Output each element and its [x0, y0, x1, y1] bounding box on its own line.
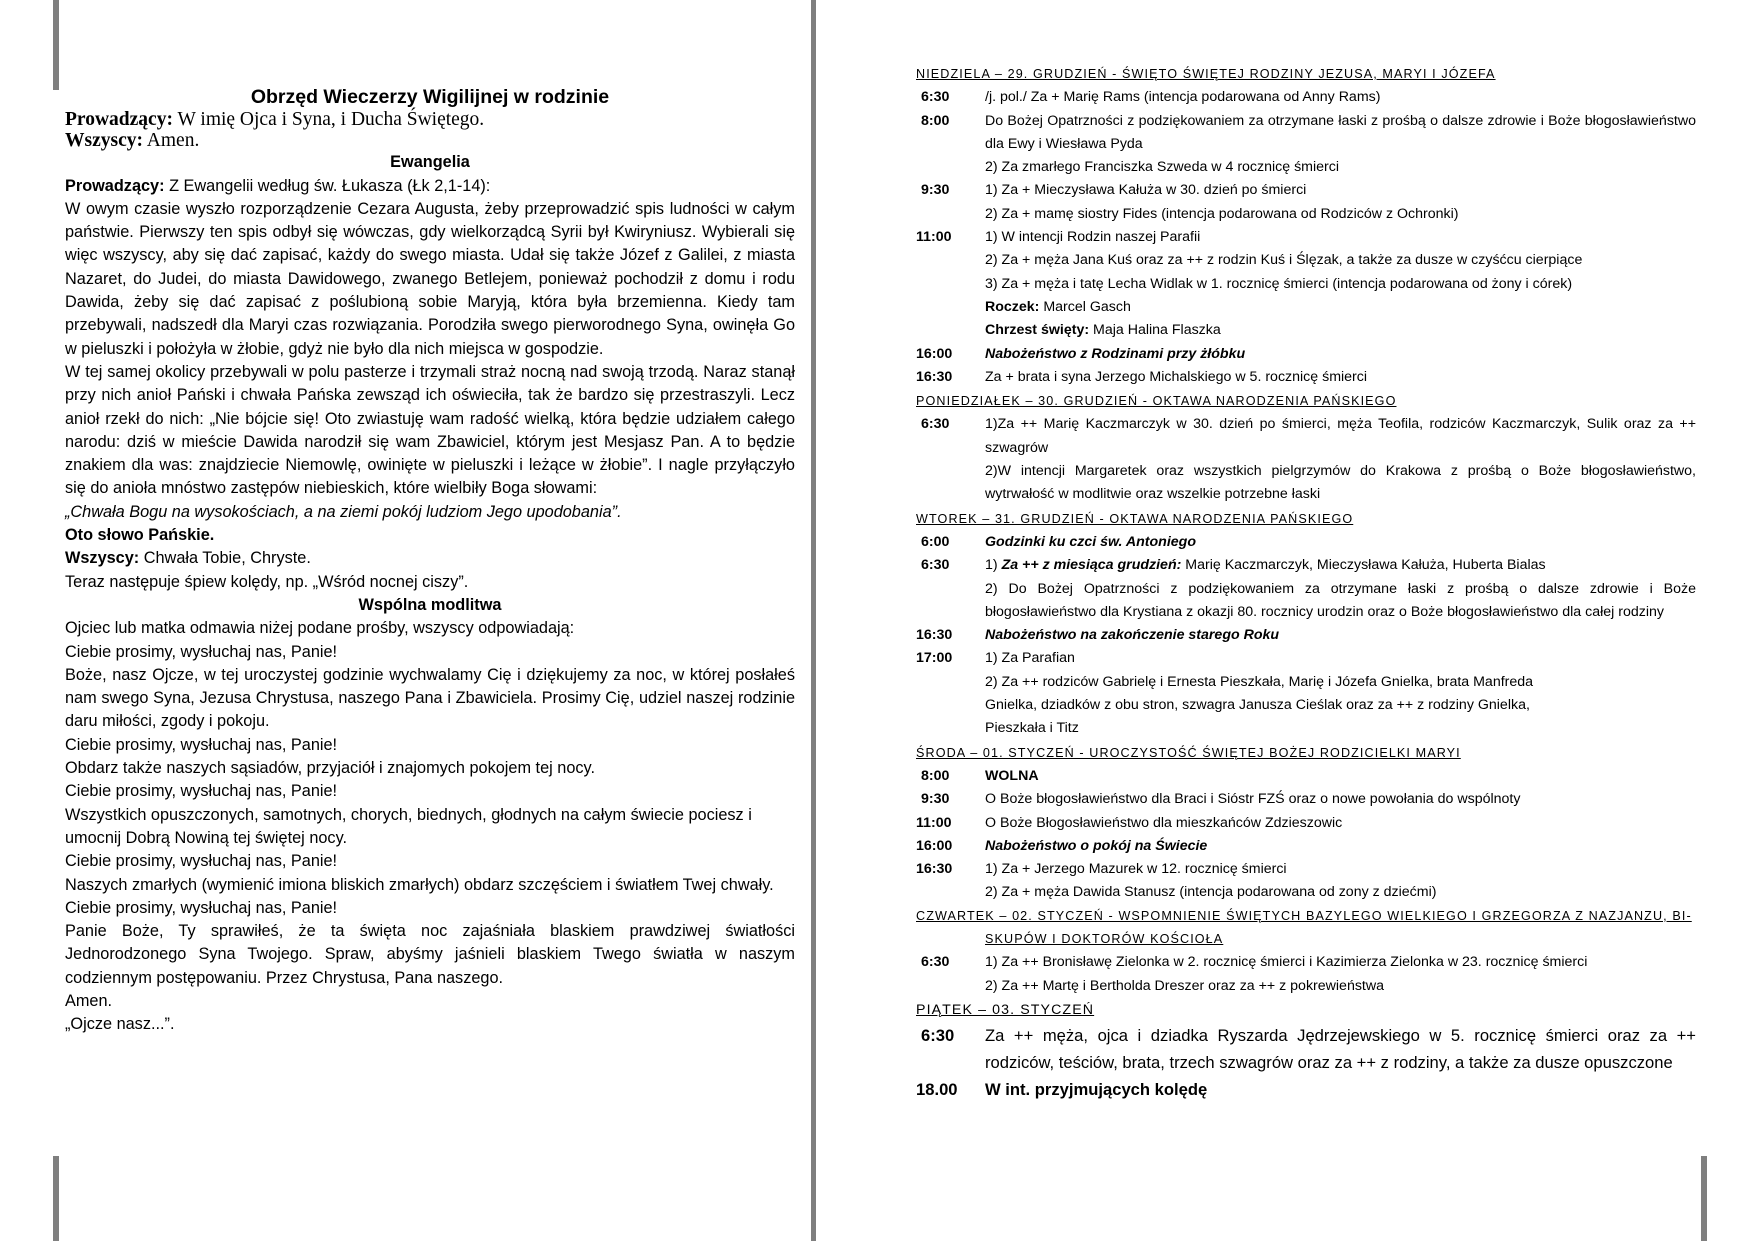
day-header-tuesday: WTOREK – 31. GRUDZIEŃ - OKTAWA NARODZENIA PAŃSKIEGO — [916, 511, 1354, 526]
mass-row — [916, 788, 1696, 811]
page-divider — [811, 0, 816, 1241]
mass-row — [916, 110, 1696, 180]
mass-time: 6:30 — [921, 954, 950, 971]
refrain: Ciebie prosimy, wysłuchaj nas, Panie! — [65, 782, 338, 801]
mass-row — [916, 179, 1696, 226]
event-row — [916, 319, 1696, 342]
petition: Wszystkich opuszczonych, samotnych, chorych, biednych, głodnych na całym świecie pociesz i umocnij Dobrą Nowiną tej świętej nocy. — [65, 805, 752, 847]
mass-row — [916, 86, 1696, 109]
mass-intention: 2) Za ++ rodziców Gabrielę i Ernesta Pieszkała, Marię i Józefa Gnielka, brata Manfreda — [985, 673, 1534, 690]
mass-time: 6:30 — [921, 89, 950, 106]
gospel-paragraph-1: W owym czasie wyszło rozporządzenie Cezara Augusta, żeby przeprowadzić spis ludności w całym państwie. Pierwszy ten spis odbył się wówczas, gdy wielkorządcą Syrii był Kwiryniusz. Wybierali się więc wszyscy, aby się dać zapisać, każdy do swego miasta. Udał się także Józef z Galilei, z miasta Nazaret, do Judei, do miasta Dawidowego, zwanego Betlejem, ponieważ pochodził z domu i rodu Dawida, żeby się dać zapisać z poślubioną sobie Maryją, która była brzemienna. Kiedy tam przebywali, nadszedł dla Maryi czas rozwiązania. Porodziła swego pierworodnego Syna, owinęła Go w pieluszki i położyła w żłobie, gdyż nie było dla nich miejsca w gospodzie. — [65, 199, 795, 358]
mass-row — [916, 858, 1696, 905]
petition: Naszych zmarłych (wymienić imiona bliskich zmarłych) obdarz szczęściem i światłem Twej chwały. — [65, 875, 774, 894]
word-of-lord: Oto słowo Pańskie. — [65, 526, 215, 545]
mass-intention: 1) Za ++ Bronisławę Zielonka w 2. rocznicę śmierci i Kazimierza Zielonka w 23. rocznicę śmierci — [985, 954, 1588, 971]
mass-intention: 1) W intencji Rodzin naszej Parafii — [985, 229, 1201, 246]
mass-time: 11:00 — [916, 814, 952, 831]
day-header-thursday: CZWARTEK – 02. STYCZEŃ - WSPOMNIENIE ŚWIĘTYCH BAZYLEGO WIELKIEGO I GRZEGORZA Z NAZJANZU, BI- — [916, 908, 1692, 923]
event-row — [916, 296, 1696, 319]
mass-time: 18.00 — [916, 1080, 958, 1100]
mass-time: 17:00 — [916, 650, 953, 667]
mass-intention: 1)Za ++ Marię Kaczmarczyk w 30. dzień po śmierci, męża Teofila, rodziców Kaczmarczyk, Sulik oraz za ++ szwagrów — [985, 416, 1696, 456]
refrain: Ciebie prosimy, wysłuchaj nas, Panie! — [65, 735, 338, 754]
mass-intention: 2) Za ++ Martę i Bertholda Dreszer oraz za ++ z pokrewieństwa — [985, 977, 1385, 994]
mass-time: 11:00 — [916, 229, 952, 246]
gospel-quote: „Chwała Bogu na wysokościach, a na ziemi pokój ludziom Jego upodobania”. — [65, 502, 622, 521]
mass-intention: 2) Za + męża Jana Kuś oraz za ++ z rodzin Kuś i Ślęzak, a także za dusze w czyśćcu cierpiące — [985, 252, 1583, 269]
mass-intention: 2) Za + mamę siostry Fides (intencja podarowana od Rodziców z Ochronki) — [985, 205, 1459, 222]
mass-time: 16:00 — [916, 345, 953, 362]
mass-row — [916, 366, 1696, 389]
mass-intention: 2) Za + męża Dawida Stanusz (intencja podarowana od zony z dziećmi) — [985, 884, 1437, 901]
closing-prayer: Panie Boże, Ty sprawiłeś, że ta święta noc zajaśniała blaskiem prawdziwej światłości Jednorodzonego Syna Twojego. Spraw, abyśmy jaśnieli blaskiem Twego światła w naszym codziennym postępowaniu. Przez Chrystusa, Pana naszego. — [65, 922, 795, 987]
our-father: „Ojcze nasz...”. — [65, 1015, 175, 1034]
mass-time: 16:30 — [916, 861, 953, 878]
mass-intention: 1) Za ++ z miesiąca grudzień: Marię Kaczmarczyk, Mieczysława Kałuża, Huberta Bialas — [985, 557, 1546, 574]
mass-time: 16:30 — [916, 368, 953, 385]
mass-row — [916, 1076, 1696, 1103]
mass-time: 6:30 — [921, 1026, 955, 1046]
mass-time: 9:30 — [921, 791, 950, 808]
mass-intention: 1) Za + Jerzego Mazurek w 12. rocznicę śmierci — [985, 861, 1287, 878]
margin-bar-top-left — [53, 0, 59, 90]
service-row — [916, 624, 1696, 647]
mass-intention: Za ++ męża, ojca i dziadka Ryszarda Jędrzejewskiego w 5. rocznicę śmierci oraz za ++ rodziców, teściów, brata, trzech szwagrów oraz za ++ z rodziny, a także za dusze opuszczone — [985, 1026, 1696, 1073]
mass-intention: Gnielka, dziadków z obu stron, szwagra Janusza Cieślak oraz za ++ z rodziny Gnielka, — [985, 697, 1530, 714]
day-header-thursday-cont: SKUPÓW I DOKTORÓW KOŚCIOŁA — [985, 931, 1224, 946]
refrain: Ciebie prosimy, wysłuchaj nas, Panie! — [65, 898, 338, 917]
mass-row — [916, 554, 1696, 624]
first-birthday: Roczek: Marcel Gasch — [985, 298, 1131, 315]
mass-time: 16:30 — [916, 627, 953, 644]
mass-intention: 2) Za zmarłego Franciszka Szweda w 4 rocznicę śmierci — [985, 159, 1340, 176]
gospel-paragraph-2: W tej samej okolicy przebywali w polu pasterze i trzymali straż nocną nad swoją trzodą. Naraz stanął przy nich anioł Pański i chwała Pańska zewsząd ich oświeciła, tak że bardzo się przestraszyli. Lecz anioł rzekł do nich: „Nie bójcie się! Oto zwiastuję wam radość wielką, która będzie udziałem całego narodu: dziś w mieście Dawida narodził się wam Zbawiciel, którym jest Mesjasz Pan. A to będzie znakiem dla was: znajdziecie Niemowlę, owinięte w pieluszki i leżące w żłobie”. I nagle przyłączyło się do anioła mnóstwo zastępów niebieskich, które wielbiły Boga słowami: — [65, 362, 795, 498]
mass-time: 9:30 — [921, 182, 950, 199]
mass-time: 8:00 — [921, 112, 950, 129]
mass-row — [916, 647, 1696, 740]
mass-row — [916, 765, 1696, 788]
mass-intention: /j. pol./ Za + Marię Rams (intencja podarowana od Anny Rams) — [985, 89, 1381, 106]
day-header-sunday: NIEDZIELA – 29. GRUDZIEŃ - ŚWIĘTO ŚWIĘTEJ RODZINY JEZUSA, MARYI I JÓZEFA — [916, 67, 1496, 81]
carol-instruction: Teraz następuje śpiew kolędy, np. „Wśród nocnej ciszy”. — [65, 572, 469, 591]
mass-intention: 2)W intencji Margaretek oraz wszystkich pielgrzymów do Krakowa z prośbą o Boże błogosławieństwo, wytrwałość w modlitwie oraz wszelkie potrzebne łaski — [985, 463, 1696, 503]
day-header-friday: PIĄTEK – 03. STYCZEŃ — [916, 1001, 1095, 1018]
opening-leader: Prowadzący: W imię Ojca i Syna, i Ducha Świętego. — [65, 109, 485, 131]
response: Wszyscy: Chwała Tobie, Chryste. — [65, 549, 311, 568]
prayer-intro: Ojciec lub matka odmawia niżej podane prośby, wszyscy odpowiadają: — [65, 619, 575, 638]
mass-intention: Do Bożej Opatrzności z podziękowaniem za otrzymane łaski z prośbą o dalsze zdrowie i Boże błogosławieństwo dla Ewy i Wiesława Pyda — [985, 112, 1696, 152]
mass-time: 6:00 — [921, 533, 950, 550]
gospel-heading: Ewangelia — [390, 153, 470, 172]
refrain: Ciebie prosimy, wysłuchaj nas, Panie! — [65, 642, 338, 661]
mass-time: 8:00 — [921, 767, 950, 784]
day-header-monday: PONIEDZIAŁEK – 30. GRUDZIEŃ - OKTAWA NARODZENIA PAŃSKIEGO — [916, 394, 1397, 409]
mass-row — [916, 951, 1696, 998]
service-name: Nabożeństwo na zakończenie starego Roku — [985, 627, 1280, 644]
mass-intention: Za + brata i syna Jerzego Michalskiego w 5. rocznicę śmierci — [985, 368, 1368, 385]
margin-bar-bottom-right — [1701, 1156, 1707, 1241]
mass-row — [916, 1022, 1696, 1076]
mass-time: 6:30 — [921, 557, 950, 574]
mass-intention: 1) Za + Mieczysława Kałuża w 30. dzień po śmierci — [985, 182, 1307, 199]
service-name: Godzinki ku czci św. Antoniego — [985, 533, 1196, 550]
mass-time: 16:00 — [916, 837, 953, 854]
page-title: Obrzęd Wieczerzy Wigilijnej w rodzinie — [250, 86, 610, 108]
mass-intention: 1) Za Parafian — [985, 650, 1075, 667]
service-row — [916, 531, 1696, 554]
mass-row — [916, 812, 1696, 835]
opening-all: Wszyscy: Amen. — [65, 130, 200, 152]
gospel-intro: Prowadzący: Z Ewangelii według św. Łukasza (Łk 2,1-14): — [65, 176, 491, 195]
service-name: Nabożeństwo z Rodzinami przy żłóbku — [985, 345, 1246, 362]
margin-bar-bottom-left — [53, 1156, 59, 1241]
mass-intention: O Boże błogosławieństwo dla Braci i Sióstr FZŚ oraz o nowe powołania do wspólnoty — [985, 791, 1521, 808]
petition: Obdarz także naszych sąsiadów, przyjaciół i znajomych pokojem tej nocy. — [65, 759, 595, 778]
baptism: Chrzest święty: Maja Halina Flaszka — [985, 322, 1221, 339]
prayer-heading: Wspólna modlitwa — [358, 595, 502, 614]
mass-intention: W int. przyjmujących kolędę — [985, 1080, 1208, 1100]
mass-time: 6:30 — [921, 416, 950, 433]
mass-row — [916, 226, 1696, 296]
mass-intention: Pieszkała i Titz — [985, 720, 1079, 737]
refrain: Ciebie prosimy, wysłuchaj nas, Panie! — [65, 852, 338, 871]
right-page — [916, 62, 1696, 1103]
mass-intention: O Boże Błogosławieństwo dla mieszkańców Zdzieszowic — [985, 814, 1343, 831]
mass-intention: 3) Za + męża i tatę Lecha Widlak w 1. rocznicę śmierci (intencja podarowana od żony i córek) — [985, 275, 1573, 292]
service-row — [916, 835, 1696, 858]
service-row — [916, 343, 1696, 366]
mass-status: WOLNA — [985, 767, 1039, 784]
amen: Amen. — [65, 991, 113, 1010]
mass-row — [916, 413, 1696, 506]
service-name: Nabożeństwo o pokój na Świecie — [985, 837, 1208, 854]
left-page — [65, 86, 795, 1037]
mass-intention: 2) Do Bożej Opatrzności z podziękowaniem za otrzymane łaski z prośbą o dalsze zdrowie i Boże błogosławieństwo dla Krystiana z okazji 80. rocznicy urodzin oraz o Boże błogosławieństwo dla całej rodziny — [985, 580, 1696, 620]
day-header-wednesday: ŚRODA – 01. STYCZEŃ - UROCZYSTOŚĆ ŚWIĘTEJ BOŻEJ RODZICIELKI MARYI — [916, 745, 1461, 760]
petition: Boże, nasz Ojcze, w tej uroczystej godzinie wychwalamy Cię i dziękujemy za noc, w której posłałeś nam swego Syna, Jezusa Chrystusa, naszego Pana i Zbawiciela. Prosimy Cię, udziel naszej rodzinie daru miłości, zgody i pokoju. — [65, 665, 795, 731]
